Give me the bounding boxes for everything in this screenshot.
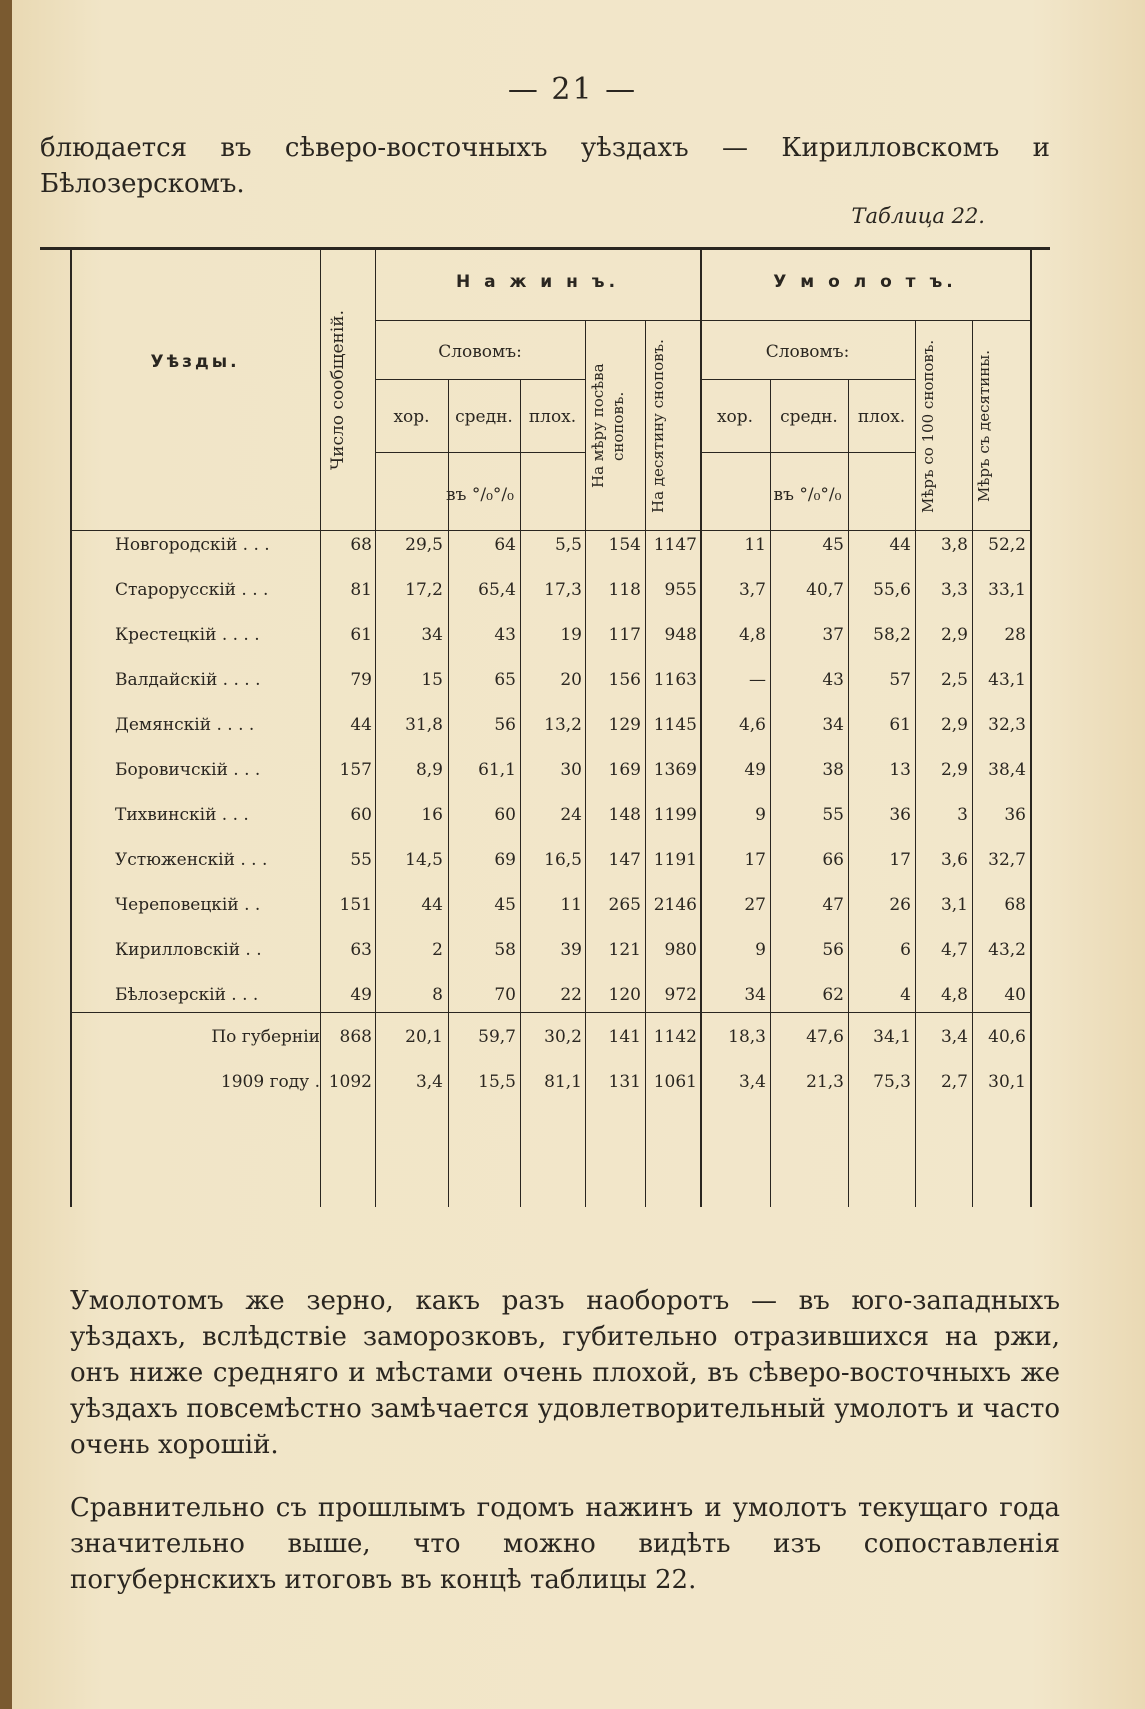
- table-row-3-na-desyatinu-cell: 948: [664, 625, 697, 645]
- table-right-rule: [1030, 247, 1032, 1207]
- table-row-5-name: Демянскій . . . .: [115, 715, 255, 735]
- table-row-3-nazhin-sredn-cell: 43: [494, 625, 516, 645]
- table-row-7-mer-s-des-cell: 36: [1004, 805, 1026, 825]
- table-row-1-name: Новгородскій . . .: [115, 535, 270, 555]
- table-row-7-mer-so-100-cell: 3: [957, 805, 968, 825]
- table-row-9-nazhin-plokh-cell: 11: [560, 895, 582, 915]
- table-row-3-na-meru-cell: 117: [608, 625, 641, 645]
- table-row-11-na-meru-cell: 120: [608, 985, 641, 1005]
- table-row-4-umolot-plokh-cell: 57: [889, 670, 911, 690]
- table-row-11-mer-so-100-cell: 4,8: [940, 985, 968, 1005]
- table-row-9-umolot-sredn-cell: 47: [822, 895, 844, 915]
- statistics-table: [40, 247, 1053, 1207]
- table-row-2-nazhin-sredn-cell: 65,4: [478, 580, 516, 600]
- page-number: — 21 —: [507, 72, 638, 107]
- table-row-7-umolot-khor-cell: 9: [755, 805, 766, 825]
- table-row-1-umolot-sredn-cell: 45: [822, 535, 844, 555]
- table-row-4-mer-s-des-cell: 43,1: [988, 670, 1026, 690]
- totals-row-2-mer-so-100-cell: 2,7: [940, 1072, 968, 1092]
- table-row-6-mer-s-des-cell: 38,4: [988, 760, 1026, 780]
- table-row-9-nazhin-sredn-cell: 45: [494, 895, 516, 915]
- totals-row-1-umolot-plokh-cell: 34,1: [873, 1027, 911, 1047]
- table-row-4-nazhin-plokh-cell: 20: [560, 670, 582, 690]
- table-row-2-mer-s-des-cell: 33,1: [988, 580, 1026, 600]
- totals-row-2-reports-cell: 1092: [328, 1072, 372, 1092]
- totals-row-2-mer-s-des-cell: 30,1: [988, 1072, 1026, 1092]
- totals-row-1-nazhin-khor-cell: 20,1: [405, 1027, 443, 1047]
- table-row-8-umolot-plokh-cell: 17: [889, 850, 911, 870]
- header-plokh-2: плох.: [857, 407, 906, 427]
- table-row-2-nazhin-khor-cell: 17,2: [405, 580, 443, 600]
- nazhin-underline: [375, 320, 700, 321]
- table-row-4-na-meru-cell: 156: [608, 670, 641, 690]
- pct-rule-2: [700, 452, 915, 453]
- slovom-underline-2: [700, 379, 915, 380]
- totals-row-2-nazhin-plokh-cell: 81,1: [544, 1072, 582, 1092]
- table-row-7-nazhin-khor-cell: 16: [421, 805, 443, 825]
- table-row-3-reports-cell: 61: [350, 625, 372, 645]
- table-row-11-umolot-sredn-cell: 62: [822, 985, 844, 1005]
- header-districts: Уѣзды.: [150, 352, 240, 372]
- totals-row-2-na-desyatinu-cell: 1061: [653, 1072, 697, 1092]
- header-khor-1: хор.: [393, 407, 430, 427]
- table-row-3-nazhin-khor-cell: 34: [421, 625, 443, 645]
- table-row-3-umolot-sredn-cell: 37: [822, 625, 844, 645]
- header-na-meru: На мѣру посѣва сноповъ.: [589, 363, 627, 489]
- totals-row-2-na-meru-cell: 131: [608, 1072, 641, 1092]
- table-row-10-name: Кирилловскій . .: [115, 940, 262, 960]
- table-row-11-reports-cell: 49: [350, 985, 372, 1005]
- header-slovom-1: Словомъ:: [438, 342, 522, 362]
- totals-row-1-nazhin-sredn-cell: 59,7: [478, 1027, 516, 1047]
- table-row-5-mer-s-des-cell: 32,3: [988, 715, 1026, 735]
- table-row-2-umolot-sredn-cell: 40,7: [806, 580, 844, 600]
- header-na-desyatinu: На десятину сноповъ.: [649, 339, 667, 513]
- table-row-10-mer-so-100-cell: 4,7: [940, 940, 968, 960]
- table-row-9-mer-so-100-cell: 3,1: [940, 895, 968, 915]
- table-row-6-umolot-sredn-cell: 38: [822, 760, 844, 780]
- table-row-9-reports-cell: 151: [339, 895, 372, 915]
- table-row-1-umolot-khor-cell: 11: [744, 535, 766, 555]
- table-caption: Таблица 22.: [851, 204, 985, 228]
- table-row-3-nazhin-plokh-cell: 19: [560, 625, 582, 645]
- table-row-3-umolot-plokh-cell: 58,2: [873, 625, 911, 645]
- table-row-10-mer-s-des-cell: 43,2: [988, 940, 1026, 960]
- table-row-2-umolot-plokh-cell: 55,6: [873, 580, 911, 600]
- table-row-1-mer-so-100-cell: 3,8: [940, 535, 968, 555]
- table-row-2-mer-so-100-cell: 3,3: [940, 580, 968, 600]
- table-row-11-nazhin-khor-cell: 8: [432, 985, 443, 1005]
- table-row-2-nazhin-plokh-cell: 17,3: [544, 580, 582, 600]
- table-row-3-mer-so-100-cell: 2,9: [940, 625, 968, 645]
- table-row-9-nazhin-khor-cell: 44: [421, 895, 443, 915]
- body-paragraph-3: Сравнительно съ прошлымъ годомъ нажинъ и умолотъ текущаго года значительно выше, что можно видѣть изъ сопоставленія погубернскихъ итоговъ въ концѣ таблицы 22.: [70, 1493, 1060, 1595]
- table-row-10-na-meru-cell: 121: [608, 940, 641, 960]
- table-row-8-nazhin-sredn-cell: 69: [494, 850, 516, 870]
- totals-row-1-mer-so-100-cell: 3,4: [940, 1027, 968, 1047]
- table-row-11-na-desyatinu-cell: 972: [664, 985, 697, 1005]
- table-row-4-name: Валдайскій . . . .: [115, 670, 261, 690]
- table-row-8-mer-so-100-cell: 3,6: [940, 850, 968, 870]
- table-row-6-umolot-plokh-cell: 13: [889, 760, 911, 780]
- table-row-1-nazhin-khor-cell: 29,5: [405, 535, 443, 555]
- table-left-rule: [70, 247, 72, 1207]
- header-reports: Число сообщеній.: [328, 309, 348, 470]
- header-mer-s-des: Мѣръ съ десятины.: [975, 350, 993, 503]
- table-row-10-reports-cell: 63: [350, 940, 372, 960]
- table-row-1-nazhin-plokh-cell: 5,5: [554, 535, 582, 555]
- table-row-7-nazhin-sredn-cell: 60: [494, 805, 516, 825]
- table-row-1-reports-cell: 68: [350, 535, 372, 555]
- totals-row-1-reports-cell: 868: [339, 1027, 372, 1047]
- totals-row-1-na-meru-cell: 141: [608, 1027, 641, 1047]
- table-row-2-na-meru-cell: 118: [608, 580, 641, 600]
- table-row-2-umolot-khor-cell: 3,7: [738, 580, 766, 600]
- table-row-2-reports-cell: 81: [350, 580, 372, 600]
- table-row-5-nazhin-khor-cell: 31,8: [405, 715, 443, 735]
- totals-row-1-umolot-khor-cell: 18,3: [728, 1027, 766, 1047]
- table-row-5-umolot-sredn-cell: 34: [822, 715, 844, 735]
- totals-row-1-name: По губерніи: [211, 1027, 320, 1047]
- table-row-5-umolot-plokh-cell: 61: [889, 715, 911, 735]
- table-row-7-nazhin-plokh-cell: 24: [560, 805, 582, 825]
- table-row-6-nazhin-sredn-cell: 61,1: [478, 760, 516, 780]
- totals-row-2-nazhin-khor-cell: 3,4: [415, 1072, 443, 1092]
- slovom-underline-1: [375, 379, 585, 380]
- table-row-6-umolot-khor-cell: 49: [744, 760, 766, 780]
- table-row-7-na-desyatinu-cell: 1199: [653, 805, 697, 825]
- header-plokh-1: плох.: [528, 407, 577, 427]
- pct-rule-1: [375, 452, 585, 453]
- table-row-10-umolot-khor-cell: 9: [755, 940, 766, 960]
- totals-row-1-na-desyatinu-cell: 1142: [653, 1027, 697, 1047]
- table-row-10-nazhin-khor-cell: 2: [432, 940, 443, 960]
- table-row-5-na-desyatinu-cell: 1145: [653, 715, 697, 735]
- table-row-1-na-meru-cell: 154: [608, 535, 641, 555]
- table-row-11-nazhin-plokh-cell: 22: [560, 985, 582, 1005]
- table-row-6-na-meru-cell: 169: [608, 760, 641, 780]
- table-row-6-nazhin-plokh-cell: 30: [560, 760, 582, 780]
- table-row-7-umolot-plokh-cell: 36: [889, 805, 911, 825]
- table-row-1-nazhin-sredn-cell: 64: [494, 535, 516, 555]
- table-row-11-name: Бѣлозерскій . . .: [115, 985, 259, 1005]
- table-row-6-name: Боровичскій . . .: [115, 760, 261, 780]
- table-row-7-reports-cell: 60: [350, 805, 372, 825]
- totals-row-2-name: 1909 году .: [220, 1072, 320, 1092]
- table-row-4-nazhin-sredn-cell: 65: [494, 670, 516, 690]
- header-khor-2: хор.: [716, 407, 754, 427]
- body-paragraph-2: Умолотомъ же зерно, какъ разъ наоборотъ — въ юго-западныхъ уѣздахъ, вслѣдствіе заморозковъ, губительно отразившихся на ржи, онъ ниже средняго и мѣстами очень плохой, въ сѣверо-восточныхъ же уѣздахъ повсемѣстно замѣчается удовлетворительный умолотъ и часто очень хорошій.: [70, 1286, 1060, 1460]
- table-row-7-na-meru-cell: 148: [608, 805, 641, 825]
- table-row-10-na-desyatinu-cell: 980: [664, 940, 697, 960]
- table-row-5-umolot-khor-cell: 4,6: [738, 715, 766, 735]
- table-row-9-mer-s-des-cell: 68: [1004, 895, 1026, 915]
- header-bottom-rule: [70, 530, 1030, 531]
- totals-row-2-umolot-plokh-cell: 75,3: [873, 1072, 911, 1092]
- table-row-3-umolot-khor-cell: 4,8: [738, 625, 766, 645]
- table-row-11-mer-s-des-cell: 40: [1004, 985, 1026, 1005]
- totals-row-2-nazhin-sredn-cell: 15,5: [478, 1072, 516, 1092]
- table-row-10-nazhin-plokh-cell: 39: [560, 940, 582, 960]
- totals-row-1-nazhin-plokh-cell: 30,2: [544, 1027, 582, 1047]
- totals-rule: [70, 1012, 1030, 1013]
- table-row-4-nazhin-khor-cell: 15: [421, 670, 443, 690]
- table-row-9-na-desyatinu-cell: 2146: [653, 895, 697, 915]
- page-binding-edge: [0, 0, 12, 1709]
- table-row-8-name: Устюженскій . . .: [115, 850, 268, 870]
- table-row-8-nazhin-khor-cell: 14,5: [405, 850, 443, 870]
- table-row-8-umolot-khor-cell: 17: [744, 850, 766, 870]
- header-pct-1: въ °/₀°/₀: [446, 485, 514, 505]
- table-row-10-umolot-plokh-cell: 6: [900, 940, 911, 960]
- table-row-4-reports-cell: 79: [350, 670, 372, 690]
- header-sredn-2: средн.: [780, 407, 838, 427]
- table-row-5-nazhin-sredn-cell: 56: [494, 715, 516, 735]
- table-row-5-reports-cell: 44: [350, 715, 372, 735]
- totals-row-2-umolot-sredn-cell: 21,3: [806, 1072, 844, 1092]
- totals-row-1-umolot-sredn-cell: 47,6: [806, 1027, 844, 1047]
- totals-row-2-umolot-khor-cell: 3,4: [738, 1072, 766, 1092]
- table-row-8-umolot-sredn-cell: 66: [822, 850, 844, 870]
- header-mer-so-100: Мѣръ со 100 сноповъ.: [919, 339, 937, 513]
- table-row-4-umolot-sredn-cell: 43: [822, 670, 844, 690]
- table-row-7-name: Тихвинскій . . .: [115, 805, 249, 825]
- table-row-5-mer-so-100-cell: 2,9: [940, 715, 968, 735]
- table-row-6-na-desyatinu-cell: 1369: [653, 760, 697, 780]
- table-row-2-na-desyatinu-cell: 955: [664, 580, 697, 600]
- table-top-rule: [40, 247, 1050, 250]
- table-row-9-name: Череповецкій . .: [115, 895, 261, 915]
- umolot-underline: [700, 320, 1030, 321]
- table-row-11-nazhin-sredn-cell: 70: [494, 985, 516, 1005]
- table-row-11-umolot-plokh-cell: 4: [900, 985, 911, 1005]
- header-slovom-2: Словомъ:: [765, 342, 850, 362]
- table-row-11-umolot-khor-cell: 34: [744, 985, 766, 1005]
- table-row-8-mer-s-des-cell: 32,7: [988, 850, 1026, 870]
- header-pct-2: въ °/₀°/₀: [773, 485, 842, 505]
- table-row-3-name: Крестецкій . . . .: [115, 625, 260, 645]
- header-nazhin: Н а ж и н ъ.: [455, 272, 620, 292]
- table-row-6-reports-cell: 157: [339, 760, 372, 780]
- table-row-1-mer-s-des-cell: 52,2: [988, 535, 1026, 555]
- table-row-9-na-meru-cell: 265: [608, 895, 641, 915]
- table-row-4-mer-so-100-cell: 2,5: [940, 670, 968, 690]
- header-umolot: У м о л о т ъ.: [773, 272, 957, 292]
- table-row-9-umolot-plokh-cell: 26: [889, 895, 911, 915]
- table-row-10-umolot-sredn-cell: 56: [822, 940, 844, 960]
- totals-row-1-mer-s-des-cell: 40,6: [988, 1027, 1026, 1047]
- table-row-8-na-meru-cell: 147: [608, 850, 641, 870]
- header-sredn-1: средн.: [455, 407, 513, 427]
- table-row-5-nazhin-plokh-cell: 13,2: [544, 715, 582, 735]
- table-row-9-umolot-khor-cell: 27: [744, 895, 766, 915]
- intro-paragraph: блюдается въ сѣверо-восточныхъ уѣздахъ — Кирилловскомъ и Бѣлозерскомъ.: [40, 133, 1050, 199]
- table-row-3-mer-s-des-cell: 28: [1004, 625, 1026, 645]
- table-row-2-name: Старорусскій . . .: [115, 580, 269, 600]
- table-row-7-umolot-sredn-cell: 55: [822, 805, 844, 825]
- table-row-10-nazhin-sredn-cell: 58: [494, 940, 516, 960]
- table-row-5-na-meru-cell: 129: [608, 715, 641, 735]
- table-row-6-mer-so-100-cell: 2,9: [940, 760, 968, 780]
- table-row-8-na-desyatinu-cell: 1191: [653, 850, 697, 870]
- table-row-4-na-desyatinu-cell: 1163: [653, 670, 697, 690]
- table-row-4-umolot-khor-cell: —: [749, 670, 766, 690]
- table-row-8-reports-cell: 55: [350, 850, 372, 870]
- table-row-1-umolot-plokh-cell: 44: [889, 535, 911, 555]
- table-row-6-nazhin-khor-cell: 8,9: [415, 760, 443, 780]
- table-row-1-na-desyatinu-cell: 1147: [653, 535, 697, 555]
- table-row-8-nazhin-plokh-cell: 16,5: [544, 850, 582, 870]
